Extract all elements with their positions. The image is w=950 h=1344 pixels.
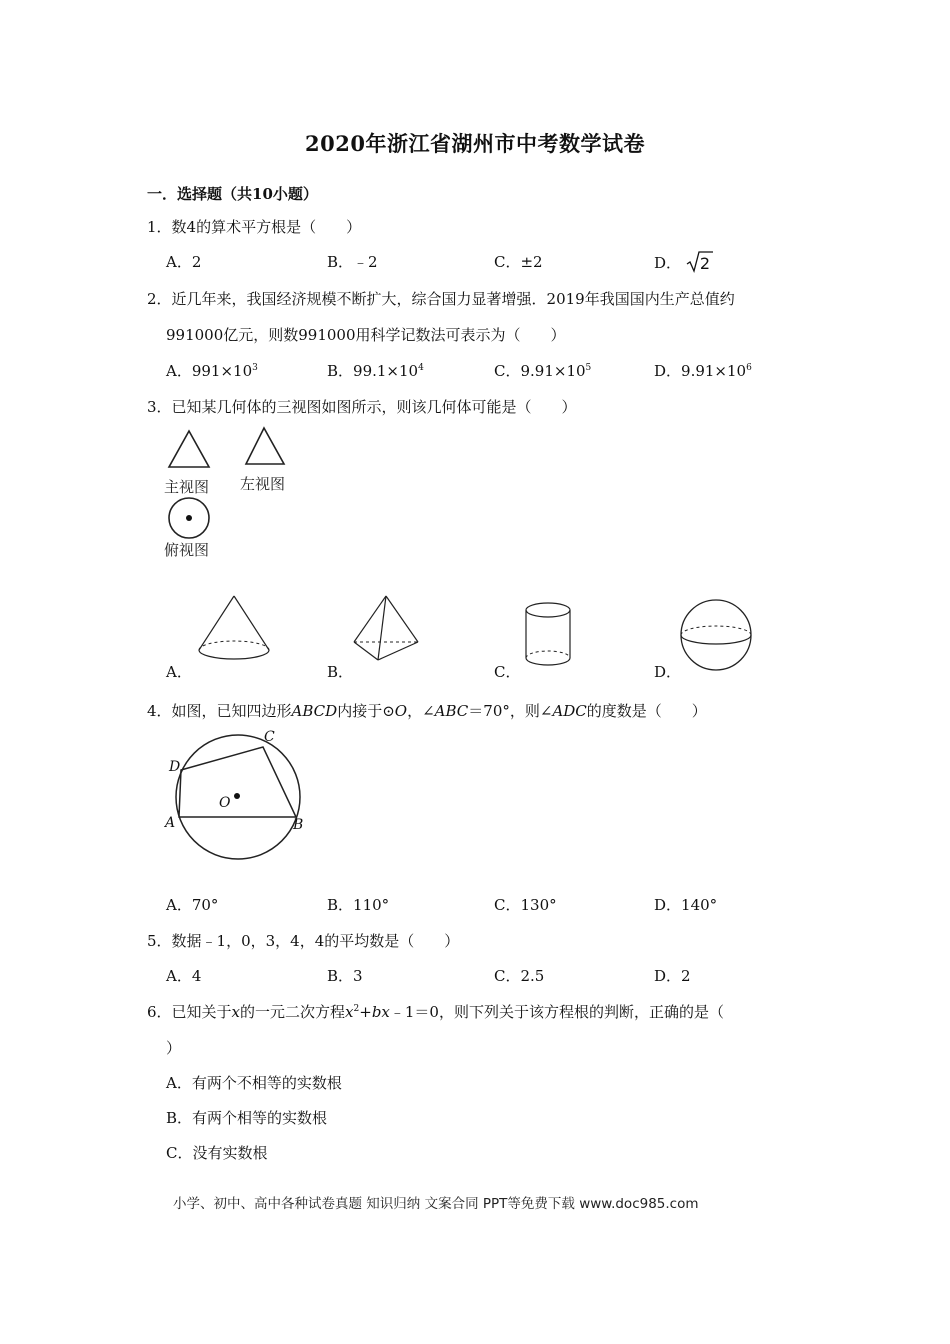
page-title: 2020年浙江省湖州市中考数学试卷	[305, 131, 645, 156]
question-5-stem: 5．数据﹣1，0，3，4，4的平均数是（ ）	[147, 932, 460, 950]
question-6-option-b: B．有两个相等的实数根	[166, 1109, 328, 1127]
option-b-base: B．99.1×10	[327, 362, 419, 380]
option-d-prefix: D．	[654, 254, 682, 272]
option-a-base: A．991×10	[166, 362, 253, 380]
q6-x-squared-base: x	[345, 1003, 354, 1021]
question-5-option-c: C．2.5	[494, 967, 545, 985]
q6-exponent: 2	[353, 1004, 360, 1014]
cylinder-figure	[524, 601, 576, 671]
q6-text-4: ﹣1＝0，则下列关于该方程根的判断，正确的是（	[389, 1003, 724, 1021]
sphere-figure	[678, 598, 756, 676]
option-d-base: D．9.91×10	[654, 362, 747, 380]
left-view-label: 左视图	[240, 475, 286, 493]
question-3-option-b: B．	[327, 663, 354, 681]
q6-x: x	[231, 1003, 241, 1021]
option-c-exponent: 5	[585, 363, 592, 373]
inscribed-quadrilateral-diagram	[165, 730, 325, 860]
question-2-option-d	[654, 361, 752, 381]
question-1-option-b: B．﹣2	[327, 253, 378, 271]
question-5-option-d: D．2	[654, 967, 691, 985]
question-6-stem-line1	[147, 1002, 724, 1022]
front-view-label: 主视图	[164, 478, 210, 496]
question-1-option-c: C．±2	[494, 253, 543, 271]
question-1-option-a: A．2	[166, 253, 202, 271]
question-5-option-a: A．4	[166, 967, 202, 985]
q6-text-2: 的一元二次方程	[240, 1003, 346, 1021]
sqrt-radicand: 2	[699, 254, 710, 273]
q6-bx: bx	[371, 1003, 390, 1021]
option-b-exponent: 4	[418, 363, 424, 373]
question-4-option-c: C．130°	[494, 896, 557, 914]
q4-abc: ABC	[434, 702, 469, 720]
question-3-option-c: C．	[494, 663, 521, 681]
question-2-stem-line1: 2．近几年来，我国经济规模不断扩大，综合国力显著增强．2019年我国国内生产总值约	[147, 290, 735, 308]
q4-adc: ADC	[552, 702, 587, 720]
question-5-option-b: B．3	[327, 967, 363, 985]
question-6-option-a: A．有两个不相等的实数根	[166, 1074, 342, 1092]
pyramid-figure	[352, 594, 424, 666]
q4-o: O	[394, 702, 408, 720]
point-label-d: D	[169, 759, 181, 775]
question-4-option-b: B．110°	[327, 896, 390, 914]
q6-plus: +	[359, 1003, 372, 1021]
left-view-triangle	[244, 426, 288, 466]
point-label-c: C	[264, 729, 275, 745]
front-view-triangle	[167, 429, 211, 469]
point-label-a: A	[165, 815, 176, 831]
point-label-b: B	[293, 817, 304, 833]
question-1-stem: 1．数4的算术平方根是（ ）	[147, 218, 362, 236]
cone-figure	[196, 594, 276, 666]
q4-text-5: 的度数是（ ）	[586, 702, 707, 720]
question-2-option-a	[166, 361, 258, 381]
top-view-circle	[167, 496, 213, 542]
question-3-option-d: D．	[654, 663, 682, 681]
question-4-option-a: A．70°	[166, 896, 219, 914]
q6-text-1: 6．已知关于	[147, 1003, 232, 1021]
question-3-stem: 3．已知某几何体的三视图如图所示，则该几何体可能是（ ）	[147, 398, 577, 416]
q4-text-2: 内接于⊙	[337, 702, 395, 720]
question-1-option-d	[654, 252, 714, 273]
question-6-stem-line2: ）	[166, 1039, 182, 1057]
section-heading: 一．选择题（共10小题）	[147, 185, 318, 203]
point-label-o: O	[219, 795, 231, 811]
top-view-label: 俯视图	[164, 541, 210, 559]
question-2-stem-line2: 991000亿元，则数991000用科学记数法可表示为（ ）	[166, 326, 566, 344]
q4-text-1: 4．如图，已知四边形	[147, 702, 292, 720]
question-2-option-b	[327, 361, 424, 381]
q4-text-4: ＝70°，则∠	[468, 702, 553, 720]
question-4-stem	[147, 701, 707, 721]
q4-abcd: ABCD	[291, 702, 338, 720]
question-2-option-c	[494, 361, 591, 381]
q4-text-3: ，∠	[407, 702, 435, 720]
question-6-option-c: C．没有实数根	[166, 1144, 268, 1162]
sqrt-symbol	[686, 252, 714, 272]
question-3-option-a: A．	[166, 663, 192, 681]
option-c-base: C．9.91×10	[494, 362, 586, 380]
question-4-option-d: D．140°	[654, 896, 718, 914]
option-a-exponent: 3	[252, 363, 258, 373]
option-d-exponent: 6	[746, 363, 752, 373]
page-footer: 小学、初中、高中各种试卷真题 知识归纳 文案合同 PPT等免费下载 www.doc985.com	[173, 1196, 699, 1212]
